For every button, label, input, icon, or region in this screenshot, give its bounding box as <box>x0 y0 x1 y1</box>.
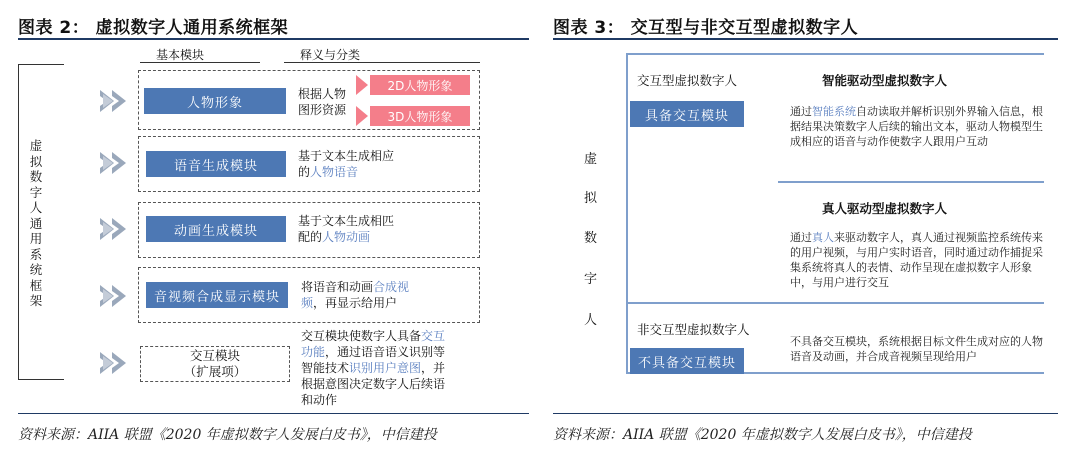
framework-side-char: 框 <box>29 277 43 293</box>
framework-side-char: 用 <box>29 231 43 246</box>
framework-side-char: 虚 <box>29 138 43 153</box>
right-side-char: 字 <box>584 272 598 287</box>
right-top-line <box>626 53 1044 55</box>
right-source-note: 资料来源：AIIA 联盟《2020 年虚拟数字人发展白皮书》，中信建投 <box>553 427 972 443</box>
interaction-description <box>301 328 479 408</box>
framework-side-char: 字 <box>29 184 43 200</box>
human-driven-description <box>790 230 1048 290</box>
chevron-right-icon <box>100 285 130 307</box>
tag-2d-character: 2D人物形象 <box>370 75 470 95</box>
module-voice-generation: 语音生成模块 <box>146 151 286 177</box>
interaction-desc-l3-prefix: 智能技术 <box>301 361 350 375</box>
arrow-3d-icon <box>356 106 368 126</box>
character-desc-line1: 根据人物 <box>298 87 347 101</box>
interaction-desc-l3-highlight: 识别用户意图 <box>349 361 422 375</box>
framework-side-char: 系 <box>29 246 43 262</box>
module-character-image: 人物形象 <box>144 88 286 114</box>
human-desc-prefix: 通过 <box>790 231 812 244</box>
left-source-note: 资料来源：AIIA 联盟《2020 年虚拟数字人发展白皮书》，中信建投 <box>18 427 437 443</box>
right-type-divider <box>626 302 1044 304</box>
right-title-rule <box>553 38 1058 40</box>
interaction-desc-l4: 根据意图决定数字人后续语 <box>301 377 446 391</box>
ai-desc-prefix: 通过 <box>790 105 812 118</box>
av-desc-suffix: ，再显示给用户 <box>313 296 398 310</box>
framework-side-char: 数 <box>29 169 43 184</box>
human-driven-heading: 真人驱动型虚拟数字人 <box>822 201 948 216</box>
framework-side-char: 架 <box>29 293 43 308</box>
arrow-2d-icon <box>356 75 368 95</box>
animation-desc-highlight: 人物动画 <box>322 230 371 244</box>
voice-desc-line1: 基于文本生成相应 <box>298 149 395 163</box>
character-desc-line2: 图形资源 <box>298 103 347 117</box>
right-side-char: 数 <box>584 231 598 246</box>
interaction-desc-l5: 和动作 <box>301 393 338 407</box>
right-figure-title: 图表 3： 交互型与非交互型虚拟数字人 <box>553 18 859 38</box>
column-underline-description <box>284 62 480 63</box>
tag-3d-character: 3D人物形象 <box>370 106 470 126</box>
module-animation-generation: 动画生成模块 <box>146 216 286 242</box>
right-side-char: 虚 <box>584 152 598 167</box>
voice-desc-prefix: 的 <box>298 165 311 179</box>
ai-desc-body: 自动读取并解析识别外界输入信息，根据结果决策数字人后续的输出文本，驱动人物模型生成相应的语音与动作使数字人跟用户互动 <box>790 105 1043 148</box>
ai-driven-heading: 智能驱动型虚拟数字人 <box>822 73 948 88</box>
right-vertical-divider <box>626 53 628 373</box>
interaction-desc-l2-highlight: 功能 <box>301 345 326 359</box>
interaction-module-sublabel: （扩展项） <box>183 364 247 379</box>
av-desc-highlight1: 合成视 <box>373 280 410 294</box>
interaction-desc-l2-suffix: ，通过语音语义识别等 <box>325 345 446 359</box>
av-synthesis-description <box>301 279 471 311</box>
chevron-right-icon <box>100 152 130 174</box>
chevron-right-icon <box>100 90 130 112</box>
framework-side-char: 人 <box>29 200 43 215</box>
framework-side-char: 通 <box>29 215 43 231</box>
module-interaction-extension <box>140 346 290 382</box>
left-figure-title: 图表 2： 虚拟数字人通用系统框架 <box>18 18 289 38</box>
voice-description <box>298 148 468 180</box>
right-subtype-divider <box>778 181 1044 183</box>
framework-side-char: 统 <box>29 262 43 277</box>
voice-desc-highlight: 人物语音 <box>310 165 359 179</box>
no-interaction-module-badge: 不具备交互模块 <box>630 348 744 374</box>
chevron-right-icon <box>100 218 130 240</box>
interaction-desc-l3-suffix: ，并 <box>421 361 446 375</box>
av-desc-prefix: 将语音和动画 <box>301 280 374 294</box>
right-side-char: 拟 <box>584 191 598 206</box>
non-interactive-description: 不具备交互模块，系统根据目标文件生成对应的人物语音及动画，并合成音视频呈现给用户 <box>790 335 1043 363</box>
animation-desc-prefix: 配的 <box>298 230 323 244</box>
ai-desc-highlight: 智能系统 <box>812 105 856 118</box>
interaction-desc-l1-highlight: 交互 <box>421 329 446 343</box>
chevron-right-icon <box>100 352 130 374</box>
left-bottom-rule <box>18 413 529 414</box>
module-av-synthesis-display: 音视频合成显示模块 <box>146 282 288 308</box>
av-desc-highlight2: 频 <box>301 296 314 310</box>
column-header-description: 释义与分类 <box>300 48 361 62</box>
column-underline-module <box>140 62 260 63</box>
interaction-module-label: 交互模块 <box>189 348 240 363</box>
ai-driven-description <box>790 104 1048 149</box>
non-interactive-type-heading: 非交互型虚拟数字人 <box>637 322 750 337</box>
interactive-type-heading: 交互型虚拟数字人 <box>637 73 738 88</box>
right-side-char: 人 <box>584 313 598 328</box>
human-desc-body: 来驱动数字人，真人通过视频监控系统传来的用户视频，与用户实时语音，同时通过动作捕捉采集系统将真人的表情、动作呈现在虚拟数字人形象中，与用户进行交互 <box>790 231 1043 289</box>
has-interaction-module-badge: 具备交互模块 <box>630 101 744 127</box>
animation-desc-line1: 基于文本生成相匹 <box>298 214 395 228</box>
right-bottom-rule <box>553 413 1058 414</box>
framework-side-label <box>28 138 44 309</box>
framework-side-char: 拟 <box>29 153 43 169</box>
interaction-desc-l1-prefix: 交互模块使数字人具备 <box>301 329 422 343</box>
animation-description <box>298 213 468 245</box>
left-title-rule <box>18 38 529 40</box>
human-desc-highlight: 真人 <box>812 231 834 244</box>
column-header-module: 基本模块 <box>156 48 205 62</box>
character-description <box>298 86 358 118</box>
